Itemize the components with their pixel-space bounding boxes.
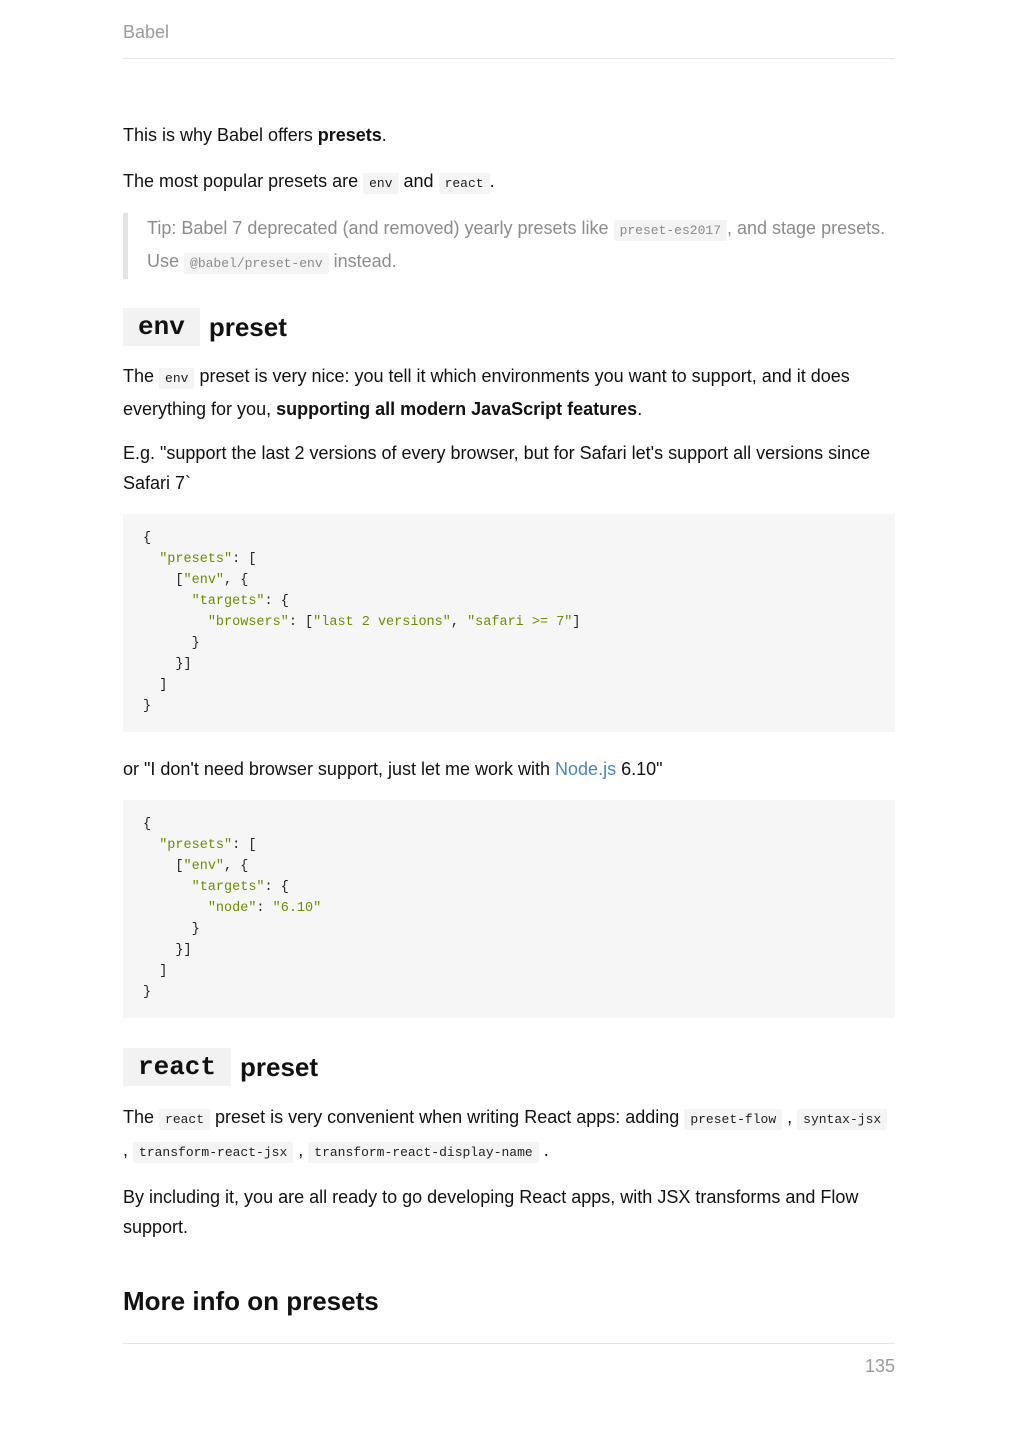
heading-code-react: react	[123, 1048, 231, 1086]
inline-code-react: react	[439, 173, 490, 194]
more-info-heading: More info on presets	[123, 1285, 379, 1316]
inline-code-transform-react-jsx: transform-react-jsx	[133, 1142, 293, 1163]
page-number: 135	[864, 1356, 895, 1376]
code-block-node: { "presets": [ ["env", { "targets": { "node": "6.10" } }] ] }	[123, 800, 895, 1018]
book-title: Babel	[123, 22, 170, 42]
presets-emphasis: presets	[317, 125, 382, 145]
intro-paragraph-1: This is why Babel offers presets.	[123, 125, 387, 145]
node-paragraph: or "I don't need browser support, just let me work with Node.js 6.10"	[123, 759, 663, 779]
modern-features-emphasis: supporting all modern JavaScript features	[276, 399, 638, 419]
running-header	[123, 22, 895, 59]
intro-paragraph-2: The most popular presets are env and react .	[123, 166, 895, 199]
tip-blockquote: Tip: Babel 7 deprecated (and removed) yearly presets like preset-es2017 , and stage presets. Use @babel/preset-env instead.	[123, 213, 895, 279]
inline-code-env-2: env	[159, 368, 194, 389]
env-example-text: E.g. "support the last 2 versions of every browser, but for Safari let's support all versions since Safari 7`	[123, 443, 871, 493]
env-preset-heading: env preset	[123, 308, 895, 346]
page-footer	[123, 1343, 895, 1377]
inline-code-preset-es2017: preset-es2017	[614, 220, 727, 241]
react-summary: By including it, you are all ready to go developing React apps, with JSX transforms and Flow support.	[123, 1187, 859, 1237]
nodejs-link[interactable]: Node.js	[555, 759, 617, 779]
inline-code-transform-react-display-name: transform-react-display-name	[308, 1142, 538, 1163]
react-description: The react preset is very convenient when writing React apps: adding preset-flow , syntax-jsx , transform-react-jsx , transform-react-display-name .	[123, 1102, 895, 1168]
inline-code-env: env	[363, 173, 398, 194]
inline-code-preset-flow: preset-flow	[684, 1109, 782, 1130]
inline-code-babel-preset-env: @babel/preset-env	[184, 253, 329, 274]
env-description: The env preset is very nice: you tell it which environments you want to support, and it does everything for you, supporting all modern JavaScript features.	[123, 366, 850, 419]
inline-code-react-2: react	[159, 1109, 210, 1130]
react-preset-heading: react preset	[123, 1048, 895, 1086]
inline-code-syntax-jsx: syntax-jsx	[797, 1109, 887, 1130]
heading-code-env: env	[123, 308, 200, 346]
page-content	[123, 118, 895, 1320]
code-block-browsers: { "presets": [ ["env", { "targets": { "browsers": ["last 2 versions", "safari >= 7"] } }] ] }	[123, 514, 895, 732]
